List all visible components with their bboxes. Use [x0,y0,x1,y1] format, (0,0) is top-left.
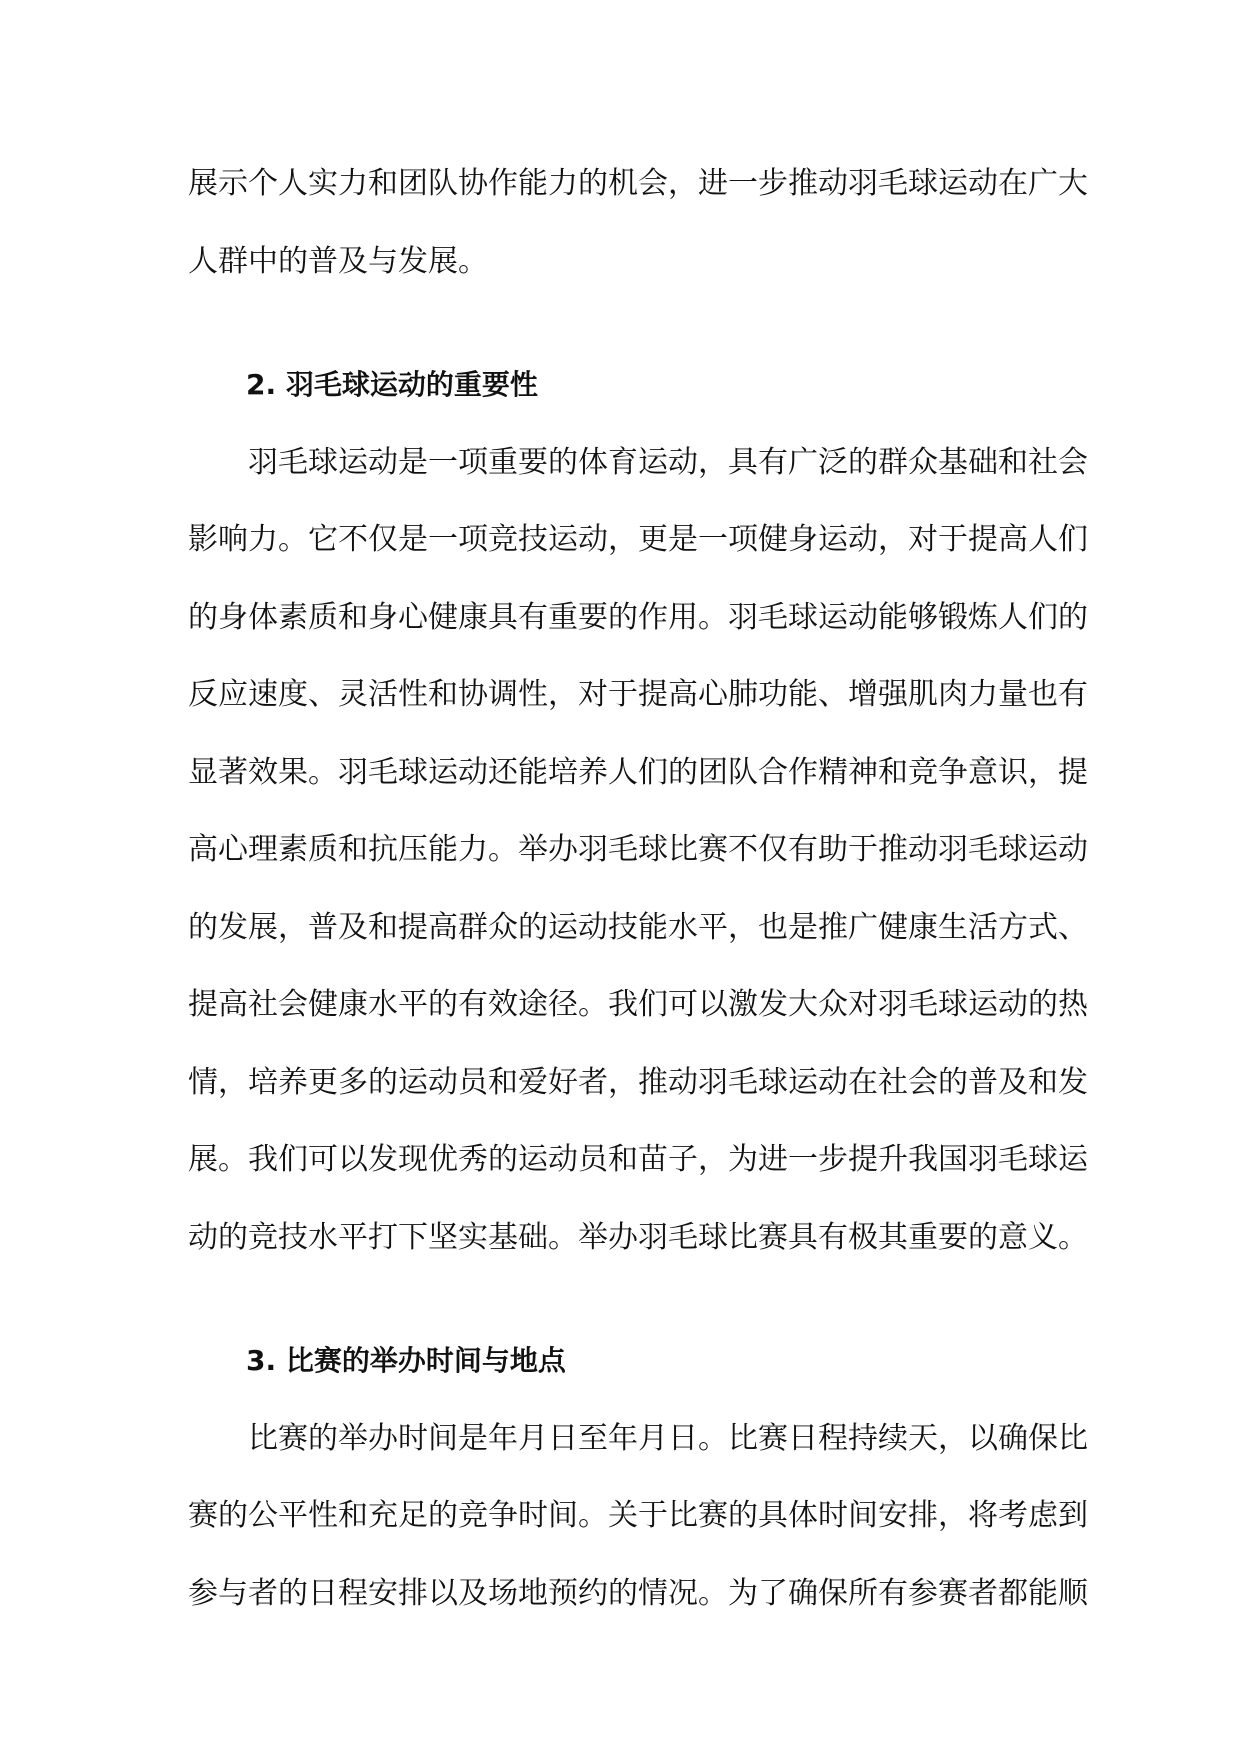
paragraph-line: 参与者的日程安排以及场地预约的情况。为了确保所有参赛者都能顺 [188,1575,1088,1611]
section-2 [188,346,1088,1276]
paragraph-line: 提高社会健康水平的有效途径。我们可以激发大众对羽毛球运动的热 [188,987,1088,1022]
section-3-paragraph [188,1400,1088,1633]
paragraph-line: 羽毛球运动是一项重要的体育运动，具有广泛的群众基础和社会 [248,444,1088,480]
paragraph-line: 影响力。它不仅是一项竞技运动，更是一项健身运动，对于提高人们 [188,522,1088,557]
paragraph-line: 的发展，普及和提高群众的运动技能水平，也是推广健康生活方式、 [188,909,1088,945]
paragraph-line: 动的竞技水平打下坚实基础。举办羽毛球比赛具有极其重要的意义。 [188,1219,1088,1255]
section-gap [188,300,1054,346]
paragraph-line: 赛的公平性和充足的竞争时间。关于比赛的具体时间安排，将考虑到 [188,1498,1088,1533]
paragraph-line: 展示个人实力和团队协作能力的机会，进一步推动羽毛球运动在广大 [188,166,1088,201]
paragraph-line: 比赛的举办时间是年月日至年月日。比赛日程持续天，以确保比 [248,1420,1088,1456]
paragraph-line: 展。我们可以发现优秀的运动员和苗子，为进一步提升我国羽毛球运 [188,1142,1088,1177]
paragraph-line: 的身体素质和身心健康具有重要的作用。羽毛球运动能够锻炼人们的 [188,599,1088,635]
paragraph-line: 高心理素质和抗压能力。举办羽毛球比赛不仅有助于推动羽毛球运动 [188,832,1088,867]
document-body [188,145,1088,1632]
section-heading: 2. 羽毛球运动的重要性 [246,368,538,401]
intro-paragraph [188,145,1088,300]
paragraph-line: 显著效果。羽毛球运动还能培养人们的团队合作精神和竞争意识，提 [188,754,1088,790]
section-gap [188,1276,1054,1322]
paragraph-line: 情，培养更多的运动员和爱好者，推动羽毛球运动在社会的普及和发 [188,1064,1088,1100]
paragraph-line: 反应速度、灵活性和协调性，对于提高心肺功能、增强肌肉力量也有 [188,677,1088,712]
paragraph-line: 人群中的普及与发展。 [188,243,488,279]
section-heading: 3. 比赛的举办时间与地点 [246,1344,566,1377]
section-2-paragraph [188,424,1088,1277]
section-3 [188,1322,1088,1632]
